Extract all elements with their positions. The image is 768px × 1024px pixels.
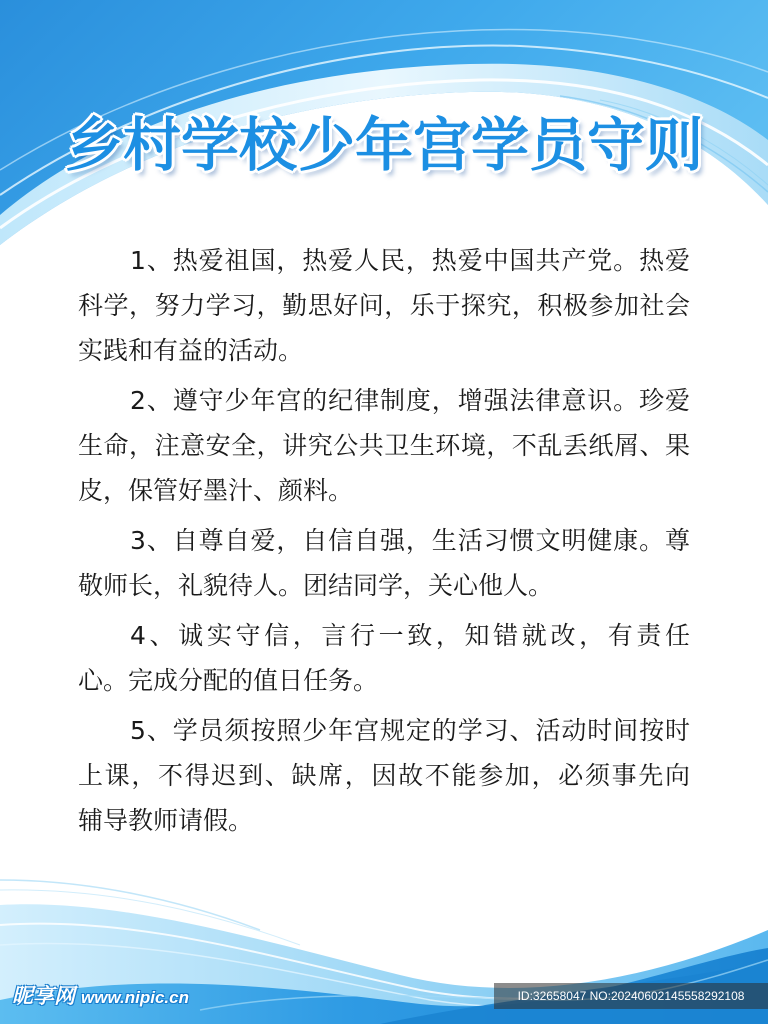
rule-line: 皮，保管好墨汁、颜料。 bbox=[78, 476, 354, 505]
watermark-url: www.nipic.cn bbox=[81, 988, 189, 1007]
rule-line: 5、学员须按照少年宫规定的学习、活动时间按时 bbox=[130, 716, 690, 745]
rule-line: 上课，不得迟到、缺席，因故不能参加，必须事先向 bbox=[78, 761, 690, 790]
rule-line: 4、诚实守信，言行一致，知错就改，有责任 bbox=[130, 621, 690, 650]
rule-paragraph-1 bbox=[78, 238, 690, 373]
watermark-id: ID:32658047 NO:20240602145558292108 bbox=[494, 983, 768, 1009]
rule-line: 生命，注意安全，讲究公共卫生环境，不乱丢纸屑、果 bbox=[78, 431, 690, 460]
watermark-brand: 昵享网 bbox=[12, 985, 75, 1008]
rule-line: 敬师长，礼貌待人。团结同学，关心他人。 bbox=[78, 571, 554, 600]
rule-line: 辅导教师请假。 bbox=[78, 806, 254, 835]
rule-line: 实践和有益的活动。 bbox=[78, 336, 304, 365]
rules-list bbox=[78, 238, 690, 848]
rule-line: 心。完成分配的值日任务。 bbox=[78, 666, 379, 695]
rule-paragraph-3 bbox=[78, 518, 690, 608]
rule-line: 1、热爱祖国，热爱人民，热爱中国共产党。热爱 bbox=[130, 246, 690, 275]
rule-paragraph-4 bbox=[78, 613, 690, 703]
poster-title: 乡村学校少年宫学员守则 bbox=[64, 111, 703, 179]
rule-paragraph-2 bbox=[78, 378, 690, 513]
watermark-site bbox=[12, 982, 189, 1012]
rule-line: 科学，努力学习，勤思好问，乐于探究，积极参加社会 bbox=[78, 291, 690, 320]
rule-line: 3、自尊自爱，自信自强，生活习惯文明健康。尊 bbox=[130, 526, 690, 555]
rule-line: 2、遵守少年宫的纪律制度，增强法律意识。珍爱 bbox=[130, 386, 690, 415]
rule-paragraph-5 bbox=[78, 708, 690, 843]
